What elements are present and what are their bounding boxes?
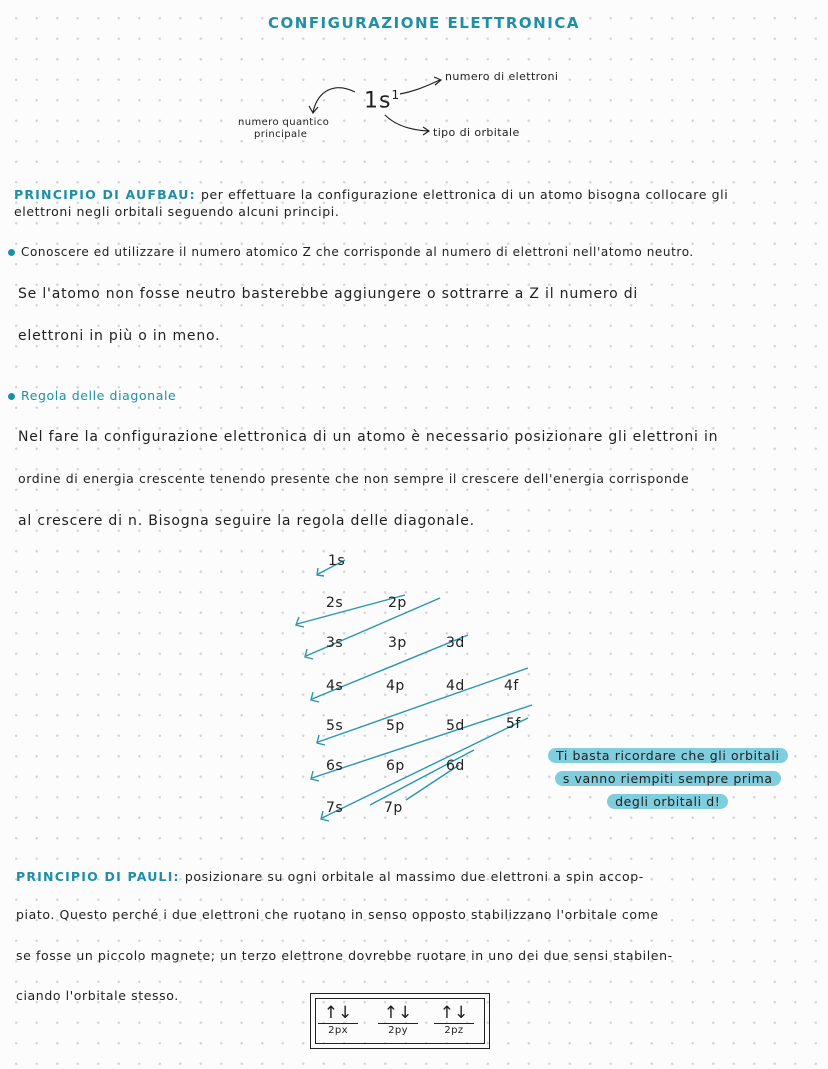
orbital-3d: 3d (446, 635, 465, 651)
orbital-6p: 6p (386, 758, 405, 774)
page-title: CONFIGURAZIONE ELETTRONICA (268, 14, 580, 32)
highlight-note (548, 745, 788, 811)
bullet2-line-3: al crescere di n. Bisogna seguire la regola delle diagonale. (18, 513, 475, 529)
orbital-6d: 6d (446, 758, 465, 774)
pauli-heading: PRINCIPIO DI PAULI: (16, 869, 180, 884)
orbital-4s: 4s (326, 678, 344, 694)
bullet2-line-1: Nel fare la configurazione elettronica di un atomo è necessario posizionare gli elettroni in (18, 429, 719, 445)
note-line-3: degli orbitali d! (607, 794, 728, 809)
orbital-2p: 2p (388, 595, 407, 611)
bullet2-line-2: ordine di energia crescente tenendo presente che non sempre il crescere dell'energia corrisponde (18, 471, 690, 486)
label-quantum-number-2: principale (254, 129, 308, 140)
label-quantum-number-1: numero quantico (238, 117, 330, 128)
orbital-4d: 4d (446, 678, 465, 694)
aufbau-line-1: per effettuare la configurazione elettronica di un atomo bisogna collocare gli (200, 187, 729, 202)
orbital-label: 2pz (434, 1023, 474, 1036)
pauli-line-3: se fosse un piccolo magnete; un terzo elettrone dovrebbe ruotare in uno dei due sensi stabilen- (16, 948, 673, 963)
orbital-4p: 4p (386, 678, 405, 694)
orbital-4f: 4f (504, 678, 519, 694)
spin-arrows: ↑↓ (323, 1003, 353, 1023)
orbital-6s: 6s (326, 758, 344, 774)
orbital-5d: 5d (446, 718, 465, 734)
orbital-7s: 7s (326, 800, 344, 816)
bullet2-heading: Regola delle diagonale (21, 388, 177, 403)
orbital-box-2px (318, 1003, 358, 1036)
pauli-paragraph (16, 866, 644, 885)
pauli-line-1: posizionare su ogni orbitale al massimo due elettroni a spin accop- (184, 869, 644, 884)
orbital-3p: 3p (388, 635, 407, 651)
bullet1-line-1: Conoscere ed utilizzare il numero atomico Z che corrisponde al numero di elettroni nell'atomo neutro. (21, 245, 694, 259)
aufbau-heading: PRINCIPIO DI AUFBAU: (14, 187, 196, 202)
orbital-7p: 7p (384, 800, 403, 816)
orbital-notation: $1s^1$ (364, 88, 401, 114)
orbital-2s: 2s (326, 595, 344, 611)
note-line-2: s vanno riempiti sempre prima (555, 771, 781, 786)
orbital-5s: 5s (326, 718, 344, 734)
orbital-box-2pz (434, 1003, 474, 1036)
label-electron-count: numero di elettroni (445, 70, 559, 83)
spin-arrows: ↑↓ (383, 1003, 413, 1023)
spin-arrows: ↑↓ (439, 1003, 469, 1023)
orbital-label: 2px (318, 1023, 358, 1036)
aufbau-line-2: elettroni negli orbitali seguendo alcuni principi. (14, 204, 340, 219)
bullet1-line-3: elettroni in più o in meno. (18, 328, 221, 344)
orbital-1s: 1s (328, 553, 346, 569)
orbital-box-2py (378, 1003, 418, 1036)
pauli-line-4: ciando l'orbitale stesso. (16, 988, 179, 1003)
label-orbital-type: tipo di orbitale (433, 126, 520, 139)
bullet1-line-2: Se l'atomo non fosse neutro basterebbe aggiungere o sottrarre a Z il numero di (18, 286, 639, 302)
orbital-label: 2py (378, 1023, 418, 1036)
orbital-5p: 5p (386, 718, 405, 734)
note-line-1: Ti basta ricordare che gli orbitali (548, 748, 788, 763)
orbital-5f: 5f (506, 716, 521, 732)
orbital-3s: 3s (326, 635, 344, 651)
pauli-line-2: piato. Questo perché i due elettroni che ruotano in senso opposto stabilizzano l'orbitale come (16, 907, 659, 922)
